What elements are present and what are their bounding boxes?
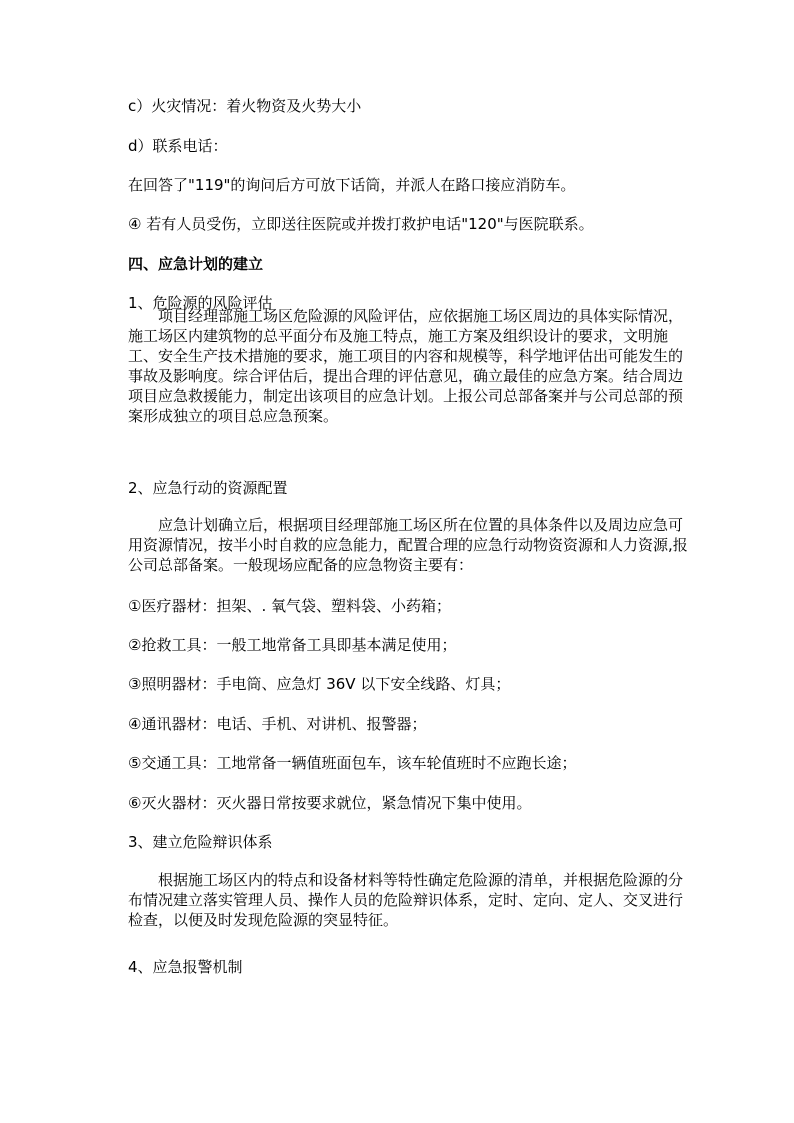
resource-config-paragraph — [128, 515, 688, 575]
subsection-1-title: 1、危险源的风险评估 — [128, 294, 273, 312]
resource-item-communication: ④通讯器材：电话、手机、对讲机、报警器； — [128, 715, 427, 733]
resource-item-medical: ①医疗器材：担架、. 氧气袋、塑料袋、小药箱； — [128, 597, 451, 615]
fire-situation-line: c）火灾情况：着火物资及火势大小 — [128, 97, 362, 115]
injury-item-line: ④ 若有人员受伤，立即送往医院或并拨打救护电话"120"与医院联系。 — [128, 215, 594, 233]
resource-item-transport: ⑤交通工具：工地常备一辆值班面包车，该车轮值班时不应跑长途； — [128, 754, 577, 772]
subsection-3-title: 3、建立危险辩识体系 — [128, 833, 273, 851]
answer-119-line: 在回答了"119"的询问后方可放下话筒，并派人在路口接应消防车。 — [128, 176, 576, 194]
paragraph-line: 布情况建立落实管理人员、操作人员的危险辩识体系，定时、定向、定人、交叉进行 — [128, 891, 684, 909]
hazard-system-paragraph — [128, 870, 688, 930]
subsection-2-title: 2、应急行动的资源配置 — [128, 479, 288, 497]
paragraph-line: 检查，以便及时发现危险源的突显特征。 — [128, 911, 399, 929]
paragraph-line: 工、安全生产技术措施的要求，施工项目的内容和规模等，科学地评估出可能发生的 — [128, 347, 684, 365]
resource-item-fire-fighting: ⑥灭火器材：灭火器日常按要求就位，紧急情况下集中使用。 — [128, 794, 532, 812]
paragraph-line: 施工场区内建筑物的总平面分布及施工特点，施工方案及组织设计的要求，文明施 — [128, 327, 669, 345]
paragraph-line: 根据施工场区内的特点和设备材料等特性确定危险源的清单，并根据危险源的分 — [128, 871, 684, 889]
contact-phone-line: d）联系电话： — [128, 137, 228, 155]
paragraph-line: 用资源情况，按半小时自救的应急能力，配置合理的应急行动物资资源和人力资源,报 — [128, 536, 688, 554]
subsection-4-title: 4、应急报警机制 — [128, 958, 243, 976]
resource-item-lighting: ③照明器材：手电筒、应急灯 36V 以下安全线路、灯具； — [128, 675, 511, 693]
paragraph-line: 项目应急救援能力，制定出该项目的应急计划。上报公司总部备案并与公司总部的预 — [128, 387, 684, 405]
section-4-heading: 四、应急计划的建立 — [128, 255, 264, 273]
paragraph-line: 项目经理部施工场区危险源的风险评估，应依据施工场区周边的具体实际情况， — [128, 307, 684, 325]
paragraph-line: 事故及影响度。综合评估后，提出合理的评估意见，确立最佳的应急方案。结合周边 — [128, 367, 684, 385]
risk-evaluation-paragraph — [128, 306, 688, 426]
paragraph-line: 案形成独立的项目总应急预案。 — [128, 407, 339, 425]
resource-item-rescue-tools: ②抢救工具：一般工地常备工具即基本满足使用； — [128, 636, 457, 654]
paragraph-line: 应急计划确立后，根据项目经理部施工场区所在位置的具体条件以及周边应急可 — [128, 516, 684, 534]
paragraph-line: 公司总部备案。一般现场应配备的应急物资主要有： — [128, 556, 474, 574]
